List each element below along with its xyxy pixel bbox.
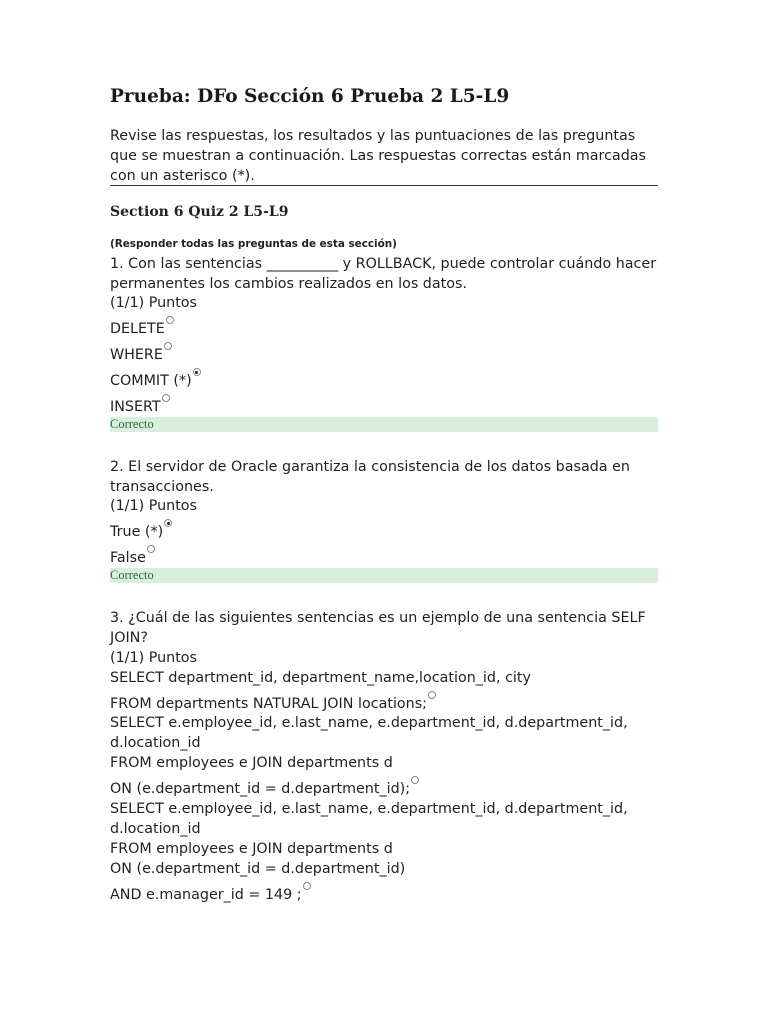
section-title: Section 6 Quiz 2 L5-L9 xyxy=(110,204,289,220)
question-2-points: (1/1) Puntos xyxy=(110,498,198,514)
radio-button-selected-icon[interactable] xyxy=(164,519,172,527)
q3-option-3-line-1: SELECT e.employee_id, e.last_name, e.department_id, d.department_id, d.location_id xyxy=(110,801,628,837)
q1-option-commit[interactable]: COMMIT (*) xyxy=(110,371,201,391)
radio-button-icon[interactable] xyxy=(428,691,436,699)
q3-option-3-line-2: FROM employees e JOIN departments d xyxy=(110,841,393,857)
q1-option-delete[interactable]: DELETE xyxy=(110,319,174,339)
radio-button-icon[interactable] xyxy=(411,776,419,784)
question-1-points: (1/1) Puntos xyxy=(110,295,198,311)
radio-button-icon[interactable] xyxy=(166,316,174,324)
question-3-text: 3. ¿Cuál de las siguientes sentencias es un ejemplo de una sentencia SELF JOIN? xyxy=(110,610,646,646)
q2-option-false[interactable]: False xyxy=(110,548,155,568)
q1-option-insert[interactable]: INSERT xyxy=(110,397,170,417)
q3-option-2-line-2: FROM employees e JOIN departments d xyxy=(110,755,393,771)
q3-option-2-line-1: SELECT e.employee_id, e.last_name, e.department_id, d.department_id, d.location_id xyxy=(110,715,628,751)
question-2-text: 2. El servidor de Oracle garantiza la consistencia de los datos basada en transacciones. xyxy=(110,459,630,495)
q1-option-where[interactable]: WHERE xyxy=(110,345,172,365)
q3-option-2-line-3[interactable]: ON (e.department_id = d.department_id); xyxy=(110,779,419,799)
q3-option-1-line-1: SELECT department_id, department_name,location_id, city xyxy=(110,670,531,686)
page-title: Prueba: DFo Sección 6 Prueba 2 L5-L9 xyxy=(110,86,510,107)
q3-option-3-line-3: ON (e.department_id = d.department_id) xyxy=(110,861,406,877)
divider xyxy=(110,185,658,186)
intro-text: Revise las respuestas, los resultados y las puntuaciones de las preguntas que se muestran a continuación. Las respuestas correctas están marcadas con un asterisco (*). xyxy=(110,128,646,184)
question-3-points: (1/1) Puntos xyxy=(110,650,198,666)
question-1-text: 1. Con las sentencias __________ y ROLLBACK, puede controlar cuándo hacer permanentes los cambios realizados en los datos. xyxy=(110,256,657,292)
radio-button-icon[interactable] xyxy=(147,545,155,553)
q2-option-true[interactable]: True (*) xyxy=(110,522,172,542)
radio-button-selected-icon[interactable] xyxy=(193,368,201,376)
radio-button-icon[interactable] xyxy=(162,394,170,402)
radio-button-icon[interactable] xyxy=(303,882,311,890)
radio-button-icon[interactable] xyxy=(164,342,172,350)
section-note: (Responder todas las preguntas de esta sección) xyxy=(110,238,397,250)
q3-option-1-line-2[interactable]: FROM departments NATURAL JOIN locations; xyxy=(110,694,436,714)
q3-option-3-line-4[interactable]: AND e.manager_id = 149 ; xyxy=(110,885,311,905)
q1-result-bar: Correcto xyxy=(110,417,658,432)
q2-result-bar: Correcto xyxy=(110,568,658,583)
